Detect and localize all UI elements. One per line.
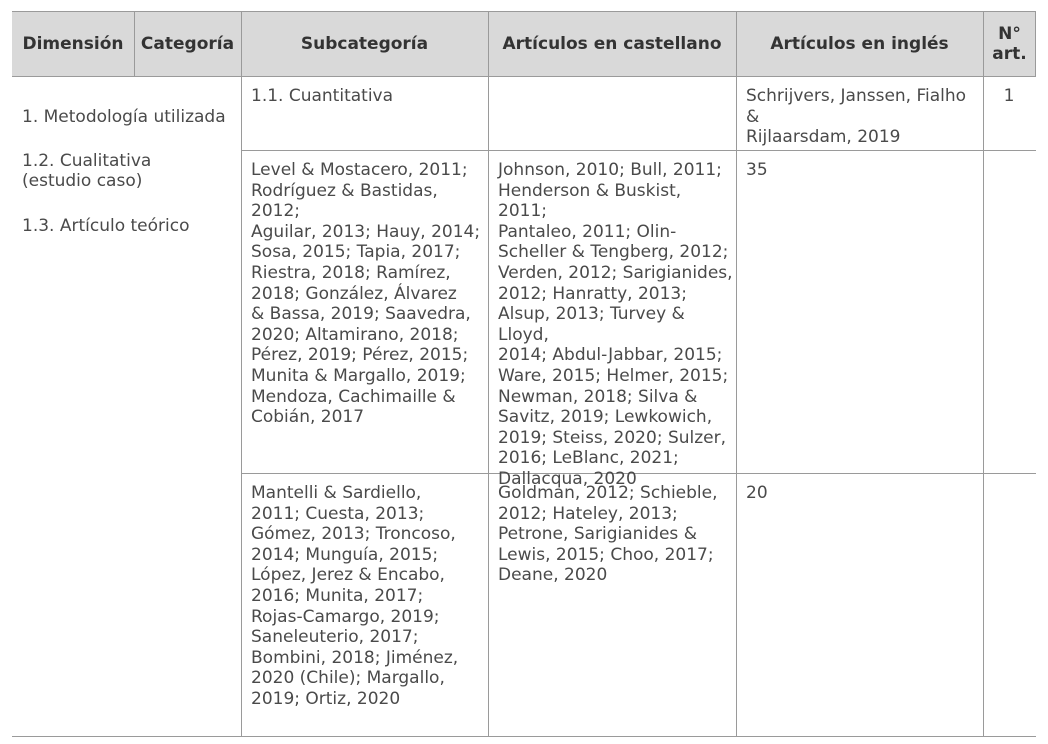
row-1-subcategory: 1.1. Cuantitativa bbox=[251, 86, 394, 106]
table-bottom-border bbox=[12, 736, 1036, 737]
table-right-border bbox=[1035, 12, 1036, 76]
dimension-cell bbox=[22, 86, 237, 257]
row-1-article-count: 1 bbox=[1003, 86, 1015, 106]
header-dimension: Dimensión bbox=[22, 34, 124, 54]
column-divider bbox=[488, 12, 489, 737]
row-1-english-articles: Schrijvers, Janssen, Fialho & Rijlaarsdam, 2019 bbox=[746, 86, 967, 148]
dimension-line-1: 1. Metodología utilizada bbox=[22, 106, 226, 127]
row-2-spanish-articles: Johnson, 2010; Bull, 2011; Henderson & Buskist, 2011; Pantaleo, 2011; Olin- Scheller & Tengberg, 2012; Verden, 2012; Sarigianides, 2012; Hanratty, 2013; Alsup, 2013; Turvey & Lloyd, 2014; Abdul-Jabbar, 2015; Ware, 2015; Helmer, 2015; Newman, 2018; Silva & Savitz, 2019; Lewkowich, 2019; Steiss, 2020; Sulzer, 2016; LeBlanc, 2021; Dallacqua, 2020 bbox=[498, 160, 733, 489]
header-article-count: N° art. bbox=[992, 24, 1027, 64]
header-bottom-border bbox=[12, 76, 1036, 77]
header-category: Categoría bbox=[140, 34, 235, 54]
row-3-subcategory: Mantelli & Sardiello, 2011; Cuesta, 2013; Gómez, 2013; Troncoso, 2014; Munguía, 2015; López, Jerez & Encabo, 2016; Munita, 2017; Rojas-Camargo, 2019; Saneleuterio, 2017; Bombini, 2018; Jiménez, 2020 (Chile); Margallo, 2019; Ortiz, 2020 bbox=[251, 483, 459, 709]
row-2-subcategory: Level & Mostacero, 2011; Rodríguez & Bastidas, 2012; Aguilar, 2013; Hauy, 2014; Sosa, 2015; Tapia, 2017; Riestra, 2018; Ramírez, 2018; González, Álvarez & Bassa, 2019; Saavedra, 2020; Altamirano, 2018; Pérez, 2019; Pérez, 2015; Munita & Margallo, 2019; Mendoza, Cachimaille & Cobián, 2017 bbox=[251, 160, 481, 428]
column-divider bbox=[736, 12, 737, 737]
header-subcategory: Subcategoría bbox=[300, 34, 429, 54]
row-2-english-articles: 35 bbox=[746, 160, 768, 180]
dimension-line-3: 1.3. Artículo teórico bbox=[22, 215, 190, 236]
dimension-line-2: 1.2. Cualitativa (estudio caso) bbox=[22, 150, 152, 192]
row-3-english-articles: 20 bbox=[746, 483, 768, 503]
column-divider bbox=[134, 12, 135, 76]
column-divider bbox=[241, 12, 242, 737]
row-divider bbox=[241, 150, 1036, 151]
header-english-articles: Artículos en inglés bbox=[770, 34, 949, 54]
header-spanish-articles: Artículos en castellano bbox=[502, 34, 722, 54]
row-3-spanish-articles: Goldman, 2012; Schieble, 2012; Hateley, 2013; Petrone, Sarigianides & Lewis, 2015; Choo, 2017; Deane, 2020 bbox=[498, 483, 718, 586]
table-top-border bbox=[12, 11, 1036, 12]
column-divider bbox=[983, 12, 984, 737]
